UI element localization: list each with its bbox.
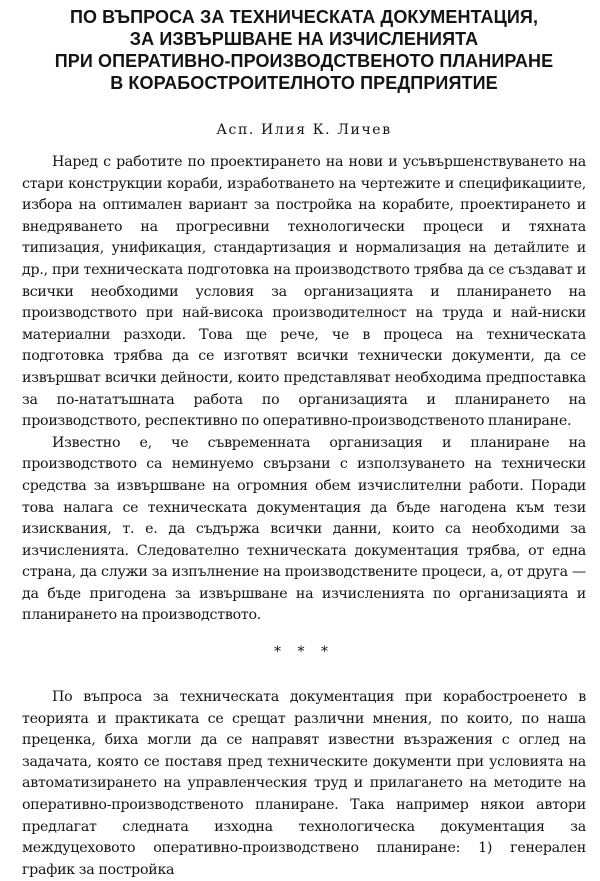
title-line-4: В КОРАБОСТРОИТЕЛНОТО ПРЕДПРИЯТИЕ: [110, 73, 498, 93]
article-title: [22, 6, 586, 94]
title-line-2: ЗА ИЗВЪРШВАНЕ НА ИЗЧИСЛЕНИЯТА: [129, 29, 479, 49]
title-line-1: ПО ВЪПРОСА ЗА ТЕХНИЧЕСКАТА ДОКУМЕНТАЦИЯ,: [69, 7, 539, 27]
body-paragraph-2: Известно е, че съвременната организация и планиране на производството са неминуемо свързани с използуването на технически средства за извършване на огромния обем изчислителни работи. Поради това налага се техническата документация да бъде нагодена към тези изисквания, т. е. да съдържа всички данни, които са необходими за изчисленията. Следователно техническата документация трябва, от една страна, да служи за изпълнение на производствените процеси, а, от друга — да бъде пригодена за извършване на изчисленията по организацията и планирането на производството.: [22, 434, 586, 624]
title-line-3: ПРИ ОПЕРАТИВНО-ПРОИЗВОДСТВЕНОТО ПЛАНИРАНЕ: [54, 51, 554, 71]
body-paragraph-3: По въпроса за техническата документация при корабостроенето в теорията и практиката се срещат различни мнения, по които, по наша преценка, биха могли да се направят известни възражения с оглед на задачата, която се поставя пред техническите документи при условията на автоматизирането на управленческия труд и прилагането на методите на оперативно-производственото планиране. Така например някои автори предлагат следната изходна технологическа документация за междуцеховото оперативно-производствено планиране: 1) генерален график за постройка: [22, 689, 586, 878]
section-separator: * * *: [274, 644, 334, 661]
body-paragraph-1: Наред с работите по проектирането на нови и усъвършенствуването на стари конструкции кораби, изработването на чертежите и спецификациите, избора на оптимален вариант за постройка на корабите, проектирането и внедряването на прогресивни технологически процеси и тяхната типизация, унификация, стандартизация и нормализация на детайлите и др., при техническата подготовка на производството трябва да се създават и всички необходими условия за организацията и планирането на производството при най-висока производителност на труда и най-ниски материални разходи. Това ще рече, че в процеса на техническата подготовка трябва да се изготвят всички технически документи, да се извършват всички дейности, които представляват необходима предпоставка за по-нататъшната работа по организацията и планирането на производството, респективно по оперативно-производственото планиране.: [22, 154, 586, 430]
author-byline: Асп. Илия К. Личев: [216, 122, 392, 138]
